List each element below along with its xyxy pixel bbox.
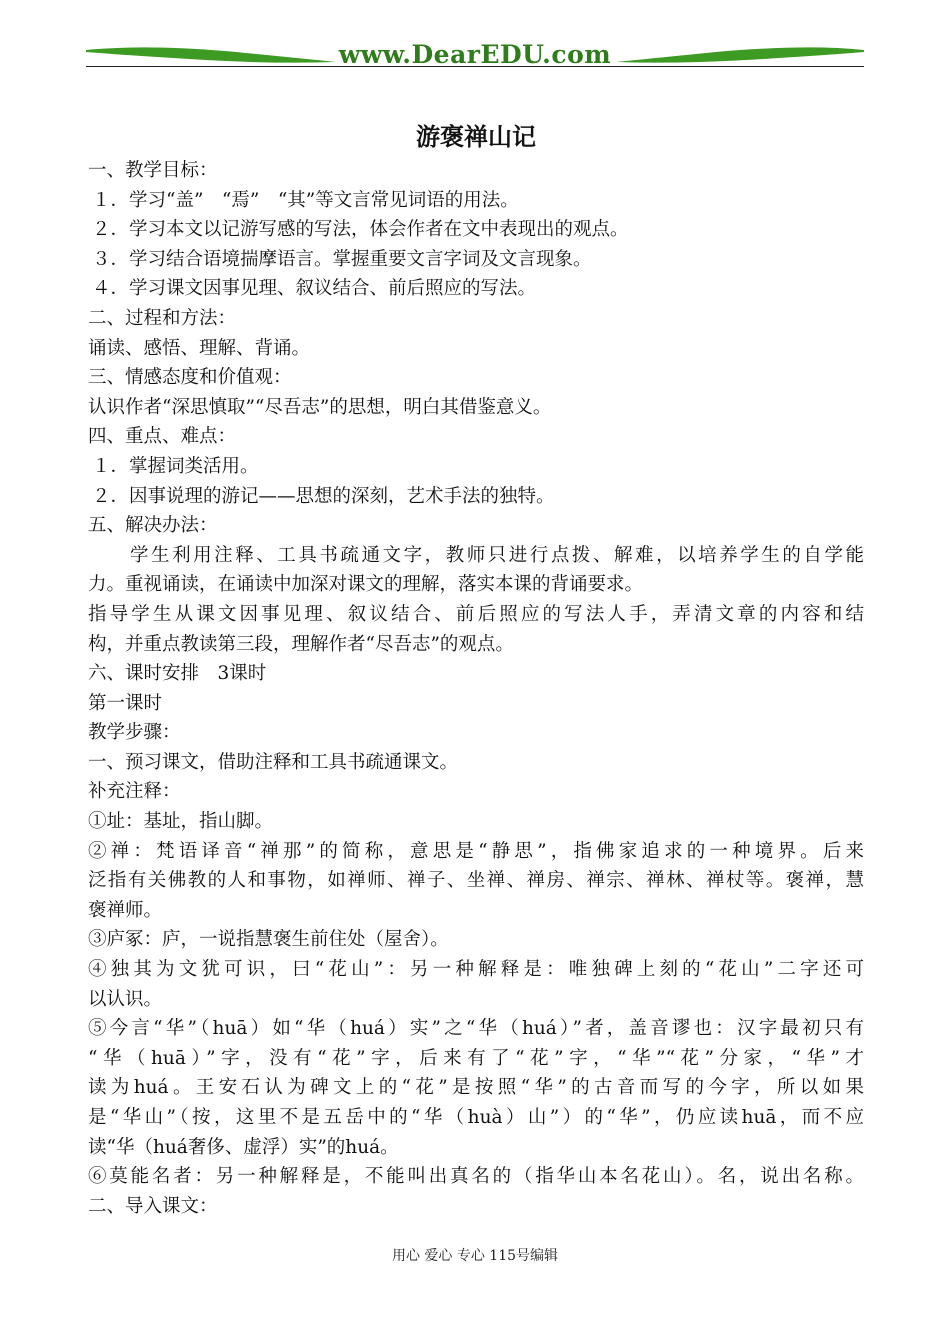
annotation-line: ①址：基址，指山脚。 [88, 811, 274, 833]
list-item: １．学习“盖” “焉” “其”等文言常见词语的用法。 [92, 189, 519, 211]
page-footer: 用心 爱心 专心 115号编辑 [391, 1248, 559, 1264]
section-heading: 二、过程和方法： [88, 307, 237, 329]
annotation-line: ⑤今言“华”（huā）如“华（huá）实”之“华（huá）”者，盖音谬也：汉字最初只有 [88, 1018, 864, 1040]
paragraph-line: 构，并重点教读第三段，理解作者“尽吾志”的观点。 [88, 633, 514, 655]
paragraph-line: 认识作者“深思慎取”“尽吾志”的思想，明白其借鉴意义。 [88, 396, 552, 418]
header-rule [86, 66, 864, 67]
list-item: ３．学习结合语境揣摩语言。掌握重要文言字词及文言现象。 [92, 248, 592, 270]
list-item: １．掌握词类活用。 [92, 455, 259, 477]
section-heading: 一、教学目标： [88, 160, 218, 181]
annotation-line: ④独其为文犹可识，曰“花山”：另一种解释是：唯独碑上刻的“花山”二字还可 [88, 959, 864, 981]
annotation-line: ③庐冢：庐，一说指慧褒生前住处（屋舍）。 [88, 929, 449, 951]
site-brand[interactable]: www.DearEDU.com [338, 40, 612, 69]
list-item: ２．因事说理的游记——思想的深刻，艺术手法的独特。 [92, 485, 555, 507]
lesson-heading: 第一课时 [88, 692, 163, 714]
document-body [88, 118, 864, 1221]
paragraph-line: 指导学生从课文因事见理、叙议结合、前后照应的写法人手，弄清文章的内容和结 [88, 603, 864, 625]
annotation-line: ⑥莫能名者：另一种解释是，不能叫出真名的（指华山本名花山）。名，说出名称。 [88, 1166, 864, 1188]
section-heading: 五、解决办法： [88, 515, 218, 537]
page-title: 游褒禅山记 [416, 122, 536, 151]
section-heading: 二、导入课文： [88, 1195, 218, 1217]
annotation-line: 读为huá。王安石认为碑文上的“花”是按照“华”的古音而写的今字，所以如果 [88, 1077, 864, 1099]
section-heading: 四、重点、难点： [88, 426, 237, 448]
list-item: ４．学习课文因事见理、叙议结合、前后照应的写法。 [92, 278, 537, 300]
annotation-line: 泛指有关佛教的人和事物，如禅师、禅子、坐禅、禅房、禅宗、禅林、禅杖等。褒禅，慧 [88, 870, 864, 892]
paragraph-line: 学生利用注释、工具书疏通文字，教师只进行点拨、解难，以培养学生的自学能 [130, 544, 864, 566]
list-item: ２．学习本文以记游写感的写法，体会作者在文中表现出的观点。 [92, 219, 629, 241]
paragraph-line: 力。重视诵读，在诵读中加深对课文的理解，落实本课的背诵要求。 [88, 574, 644, 596]
paragraph-line: 诵读、感悟、理解、背诵。 [88, 337, 311, 359]
section-heading: 三、情感态度和价值观： [88, 367, 292, 389]
annotation-line: ②禅：梵语译音“禅那”的简称，意思是“静思”，指佛家追求的一种境界。后来 [88, 840, 864, 862]
section-heading: 补充注释： [88, 781, 181, 803]
paragraph-line: 一、预习课文，借助注释和工具书疏通课文。 [88, 751, 459, 773]
annotation-line: “华（huā）”字，没有“花”字，后来有了“花”字，“华”“花”分家，“华”才 [88, 1047, 864, 1069]
annotation-line: 以认识。 [88, 988, 163, 1010]
annotation-line: 褒禅师。 [88, 899, 163, 921]
section-heading: 教学步骤： [88, 722, 181, 744]
section-heading: 六、课时安排 3课时 [88, 663, 267, 685]
annotation-line: 读“华（huá奢侈、虚浮）实”的huá。 [88, 1136, 399, 1158]
annotation-line: 是“华山”（按，这里不是五岳中的“华（huà）山”）的“华”，仍应读huā，而不应 [88, 1107, 864, 1128]
